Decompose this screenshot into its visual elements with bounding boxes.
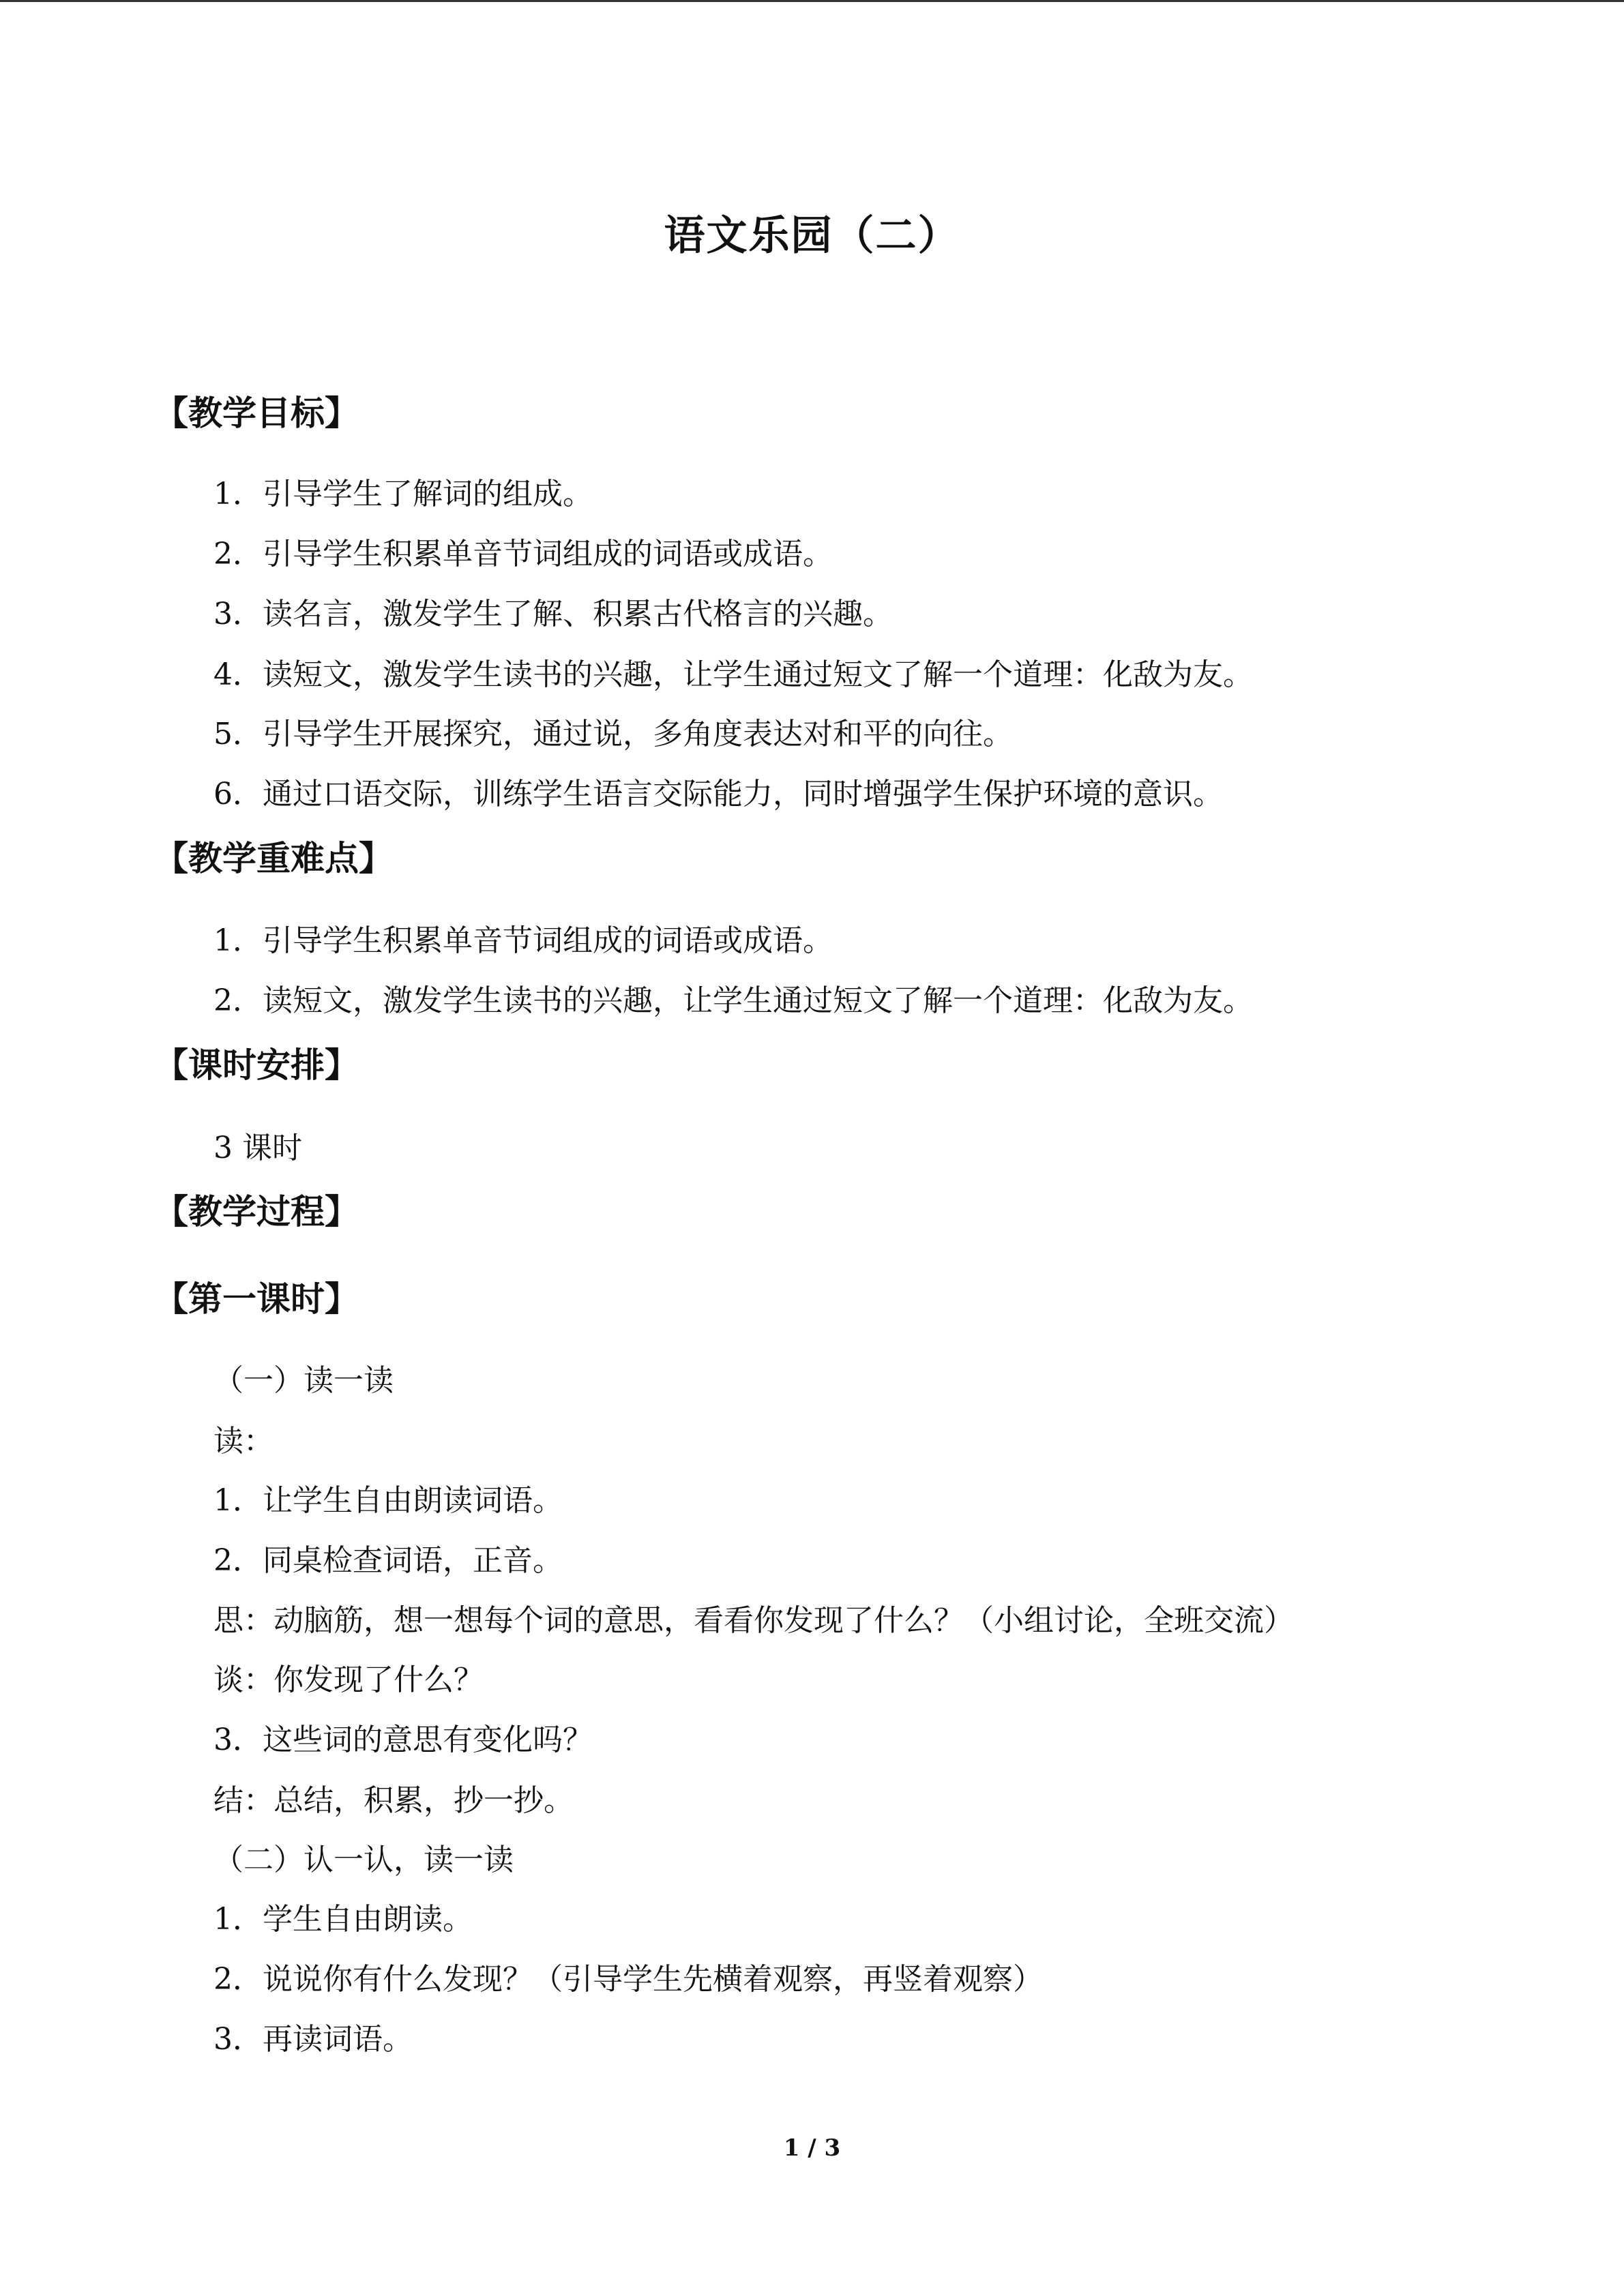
schedule-text: 3 课时	[213, 1131, 302, 1165]
lesson-line-12: 3．再读词语。	[213, 2022, 413, 2057]
lesson-line-8: 结：总结，积累，抄一抄。	[213, 1783, 574, 1818]
lesson-line-4: 2．同桌检查词语，正音。	[213, 1543, 563, 1578]
objective-item-6: 6．通过口语交际，训练学生语言交际能力，同时增强学生保护环境的意识。	[213, 777, 1223, 811]
lesson-line-3: 1．让学生自由朗读词语。	[213, 1483, 563, 1518]
objective-item-2: 2．引导学生积累单音节词组成的词语或成语。	[213, 537, 833, 571]
heading-schedule: 【课时安排】	[154, 1045, 359, 1085]
page-top-border	[0, 0, 1624, 2]
page-number: 1 / 3	[783, 2134, 841, 2162]
lesson-line-10: 1．学生自由朗读。	[213, 1902, 473, 1937]
lesson-line-9: （二）认一认，读一读	[213, 1843, 514, 1877]
heading-teaching-process: 【教学过程】	[154, 1191, 359, 1232]
objective-item-4: 4．读短文，激发学生读书的兴趣，让学生通过短文了解一个道理：化敌为友。	[213, 657, 1253, 692]
document-title: 语文乐园（二）	[664, 212, 960, 260]
lesson-line-5: 思：动脑筋，想一想每个词的意思，看看你发现了什么？（小组讨论，全班交流）	[213, 1603, 1294, 1638]
key-point-item-1: 1．引导学生积累单音节词组成的词语或成语。	[213, 923, 833, 958]
heading-key-points: 【教学重难点】	[154, 838, 393, 878]
lesson-line-1: （一）读一读	[213, 1363, 394, 1398]
objective-item-5: 5．引导学生开展探究，通过说，多角度表达对和平的向往。	[213, 717, 1013, 751]
objective-item-1: 1．引导学生了解词的组成。	[213, 477, 593, 511]
objective-item-3: 3．读名言，激发学生了解、积累古代格言的兴趣。	[213, 597, 893, 631]
lesson-line-6: 谈：你发现了什么？	[213, 1663, 484, 1697]
lesson-line-11: 2．说说你有什么发现？（引导学生先横着观察，再竖着观察）	[213, 1962, 1043, 1997]
heading-lesson-one: 【第一课时】	[154, 1279, 359, 1319]
key-point-item-2: 2．读短文，激发学生读书的兴趣，让学生通过短文了解一个道理：化敌为友。	[213, 983, 1253, 1018]
heading-teaching-objectives: 【教学目标】	[154, 393, 359, 433]
lesson-line-2: 读：	[213, 1424, 274, 1459]
lesson-line-7: 3．这些词的意思有变化吗？	[213, 1723, 593, 1757]
